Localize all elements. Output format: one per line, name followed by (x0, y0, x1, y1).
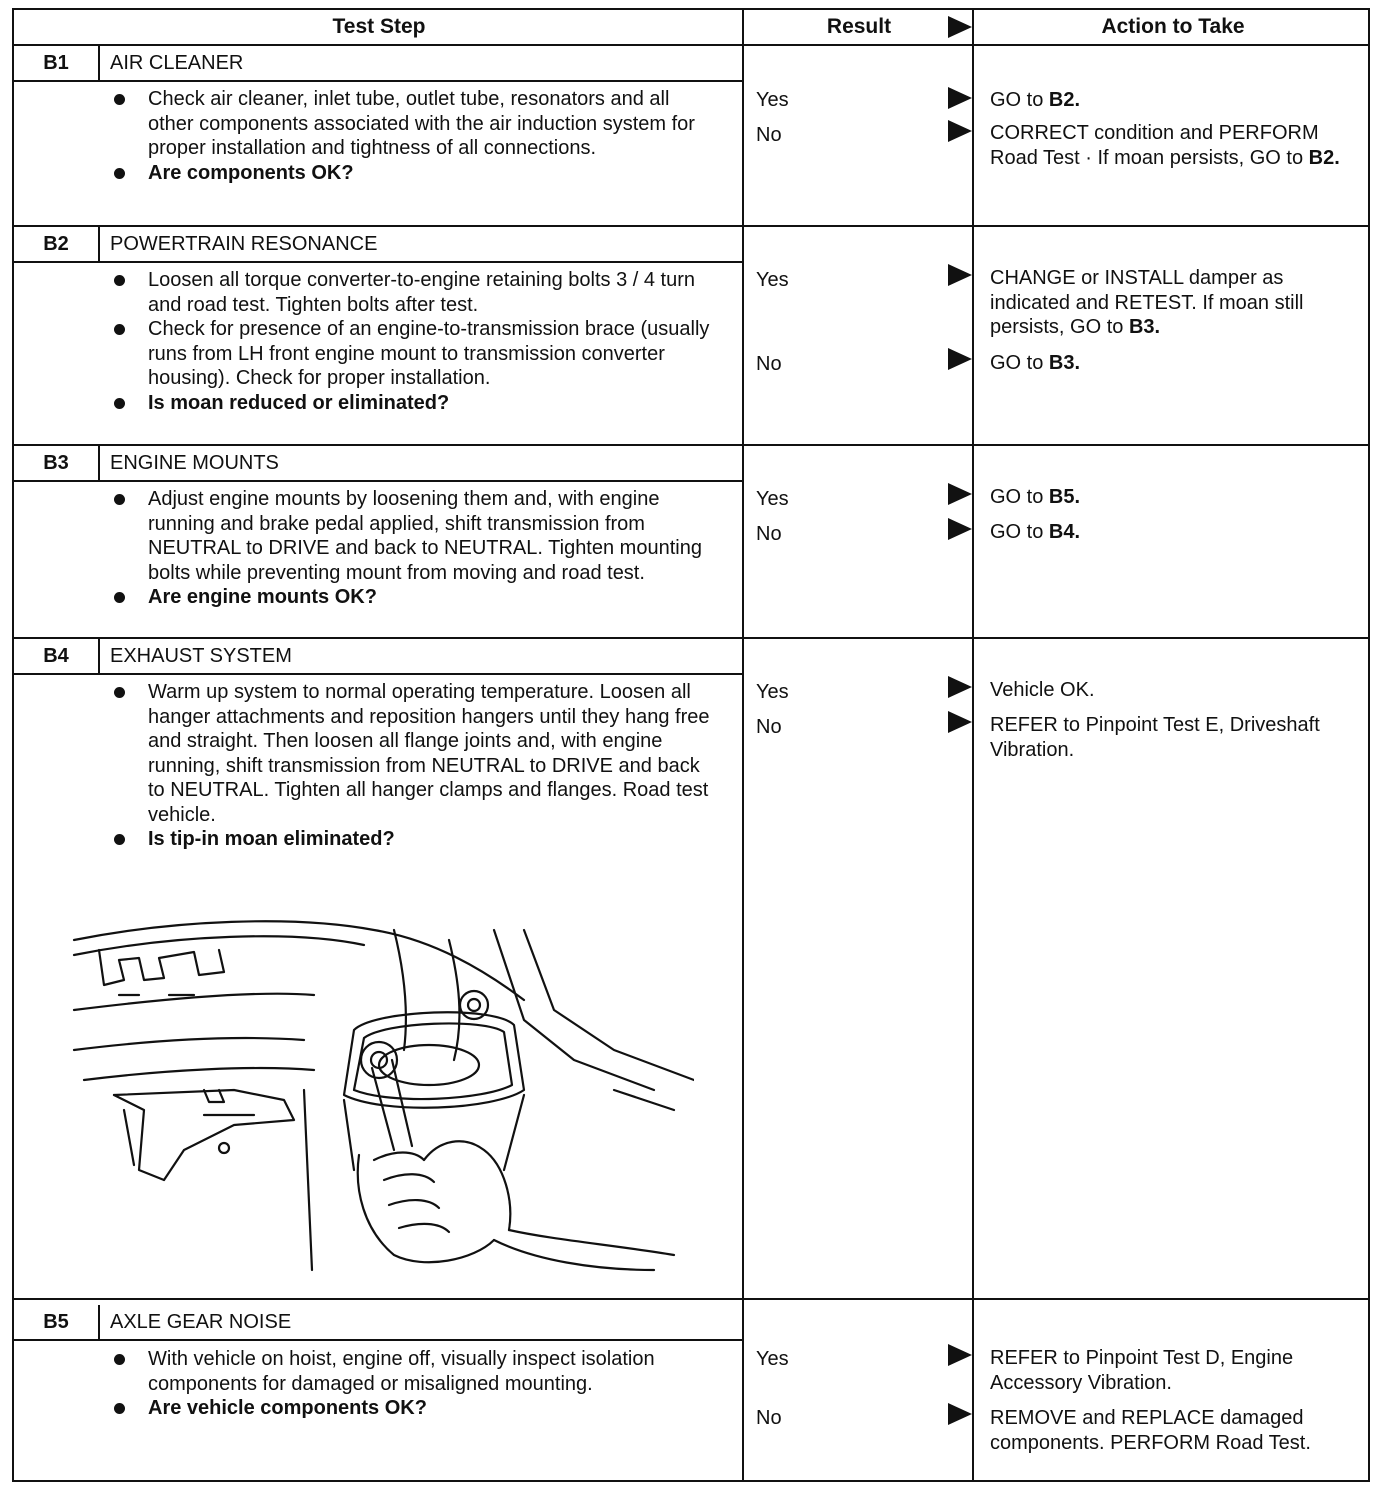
result-yes: Yes (756, 681, 789, 703)
step-question: Are components OK? (106, 161, 716, 186)
step-bullets (106, 87, 716, 185)
divider (972, 10, 974, 1480)
bullet-icon (114, 94, 125, 105)
divider (14, 261, 742, 263)
action-text: GO to B2. (990, 89, 1081, 111)
bullet-item: Adjust engine mounts by loosening them and, with engine running and brake pedal applied, shift transmission from NEUTRAL to DRIVE and back to NEUTRAL. Tighten mounting bolts while preventing mount from moving and road test. (106, 487, 716, 585)
diagnostic-table (12, 8, 1370, 1482)
bullet-item: Warm up system to normal operating temperature. Loosen all hanger attachments and reposition hangers until they hang free and straight. Then loosen all flange joints and, with engine running, shift transmission from NEUTRAL to DRIVE and back to NEUTRAL. Tighten all hanger clamps and flanges. Road test vehicle. (106, 680, 716, 827)
action-text: GO to B4. (990, 521, 1081, 543)
action-text: GO to B3. (990, 352, 1081, 374)
divider (14, 480, 742, 482)
step-question: Are vehicle components OK? (106, 1396, 716, 1421)
step-title: AXLE GEAR NOISE (110, 1311, 292, 1333)
result-yes: Yes (756, 1348, 789, 1370)
arrow-icon (948, 518, 972, 540)
bullet-icon (114, 168, 125, 179)
bullet-item: Check air cleaner, inlet tube, outlet tube, resonators and all other components associated with the air induction system for proper installation and tightness of all connections. (106, 87, 716, 161)
result-no: No (756, 124, 782, 146)
step-bullets (106, 268, 716, 415)
divider (14, 1298, 1370, 1300)
arrow-icon (948, 483, 972, 505)
header-result: Result (826, 15, 892, 38)
divider (14, 80, 742, 82)
result-yes: Yes (756, 89, 789, 111)
step-title: AIR CLEANER (110, 52, 244, 74)
step-bullets (106, 1347, 716, 1421)
action-text: Vehicle OK. (990, 679, 1095, 701)
divider (14, 1339, 742, 1341)
bullet-icon (114, 1354, 125, 1365)
bullet-icon (114, 1403, 125, 1414)
step-bullets (106, 487, 716, 610)
divider (742, 10, 744, 1480)
step-question: Is moan reduced or eliminated? (106, 391, 716, 416)
header-test-step: Test Step (332, 15, 426, 38)
divider (98, 46, 100, 80)
action-text: REMOVE and REPLACE damaged components. PERFORM Road Test. (990, 1407, 1311, 1454)
step-title: POWERTRAIN RESONANCE (110, 233, 378, 255)
arrow-icon (948, 711, 972, 733)
arrow-icon (948, 1403, 972, 1425)
divider (14, 673, 742, 675)
divider (98, 446, 100, 480)
arrow-icon (948, 120, 972, 142)
action-text: REFER to Pinpoint Test D, Engine Accessory Vibration. (990, 1347, 1294, 1394)
divider (98, 1305, 100, 1339)
action-text: CHANGE or INSTALL damper as indicated and RETEST. If moan still persists, GO to B3. (990, 267, 1304, 338)
action-text: CORRECT condition and PERFORM Road Test · If moan persists, GO to B2. (990, 122, 1340, 169)
bullet-item: Check for presence of an engine-to-transmission brace (usually runs from LH front engine mount to transmission converter housing). Check for proper installation. (106, 317, 716, 391)
step-question: Is tip-in moan eliminated? (106, 827, 716, 852)
bullet-icon (114, 834, 125, 845)
step-code: B2 (43, 233, 69, 255)
bullet-icon (114, 687, 125, 698)
step-title: EXHAUST SYSTEM (110, 645, 292, 667)
step-title: ENGINE MOUNTS (110, 452, 279, 474)
divider (98, 639, 100, 673)
arrow-icon (948, 348, 972, 370)
exhaust-flange-wrench-illustration (54, 910, 694, 1280)
step-bullets (106, 680, 716, 852)
arrow-icon (948, 1344, 972, 1366)
bullet-icon (114, 324, 125, 335)
step-code: B1 (43, 52, 69, 74)
header-action: Action to Take (1101, 15, 1245, 38)
header-arrow-icon (948, 16, 972, 38)
step-question: Are engine mounts OK? (106, 585, 716, 610)
bullet-icon (114, 398, 125, 409)
action-text: REFER to Pinpoint Test E, Driveshaft Vibration. (990, 714, 1320, 761)
arrow-icon (948, 87, 972, 109)
result-no: No (756, 353, 782, 375)
step-code: B4 (43, 645, 69, 667)
result-yes: Yes (756, 488, 789, 510)
step-code: B3 (43, 452, 69, 474)
bullet-item: Loosen all torque converter-to-engine retaining bolts 3 / 4 turn and road test. Tighten bolts after test. (106, 268, 716, 317)
arrow-icon (948, 264, 972, 286)
result-no: No (756, 1407, 782, 1429)
arrow-icon (948, 676, 972, 698)
bullet-icon (114, 275, 125, 286)
step-code: B5 (43, 1311, 69, 1333)
action-text: GO to B5. (990, 486, 1081, 508)
bullet-icon (114, 592, 125, 603)
divider (98, 227, 100, 261)
bullet-icon (114, 494, 125, 505)
result-no: No (756, 716, 782, 738)
result-yes: Yes (756, 269, 789, 291)
bullet-item: With vehicle on hoist, engine off, visually inspect isolation components for damaged or misaligned mounting. (106, 1347, 716, 1396)
result-no: No (756, 523, 782, 545)
